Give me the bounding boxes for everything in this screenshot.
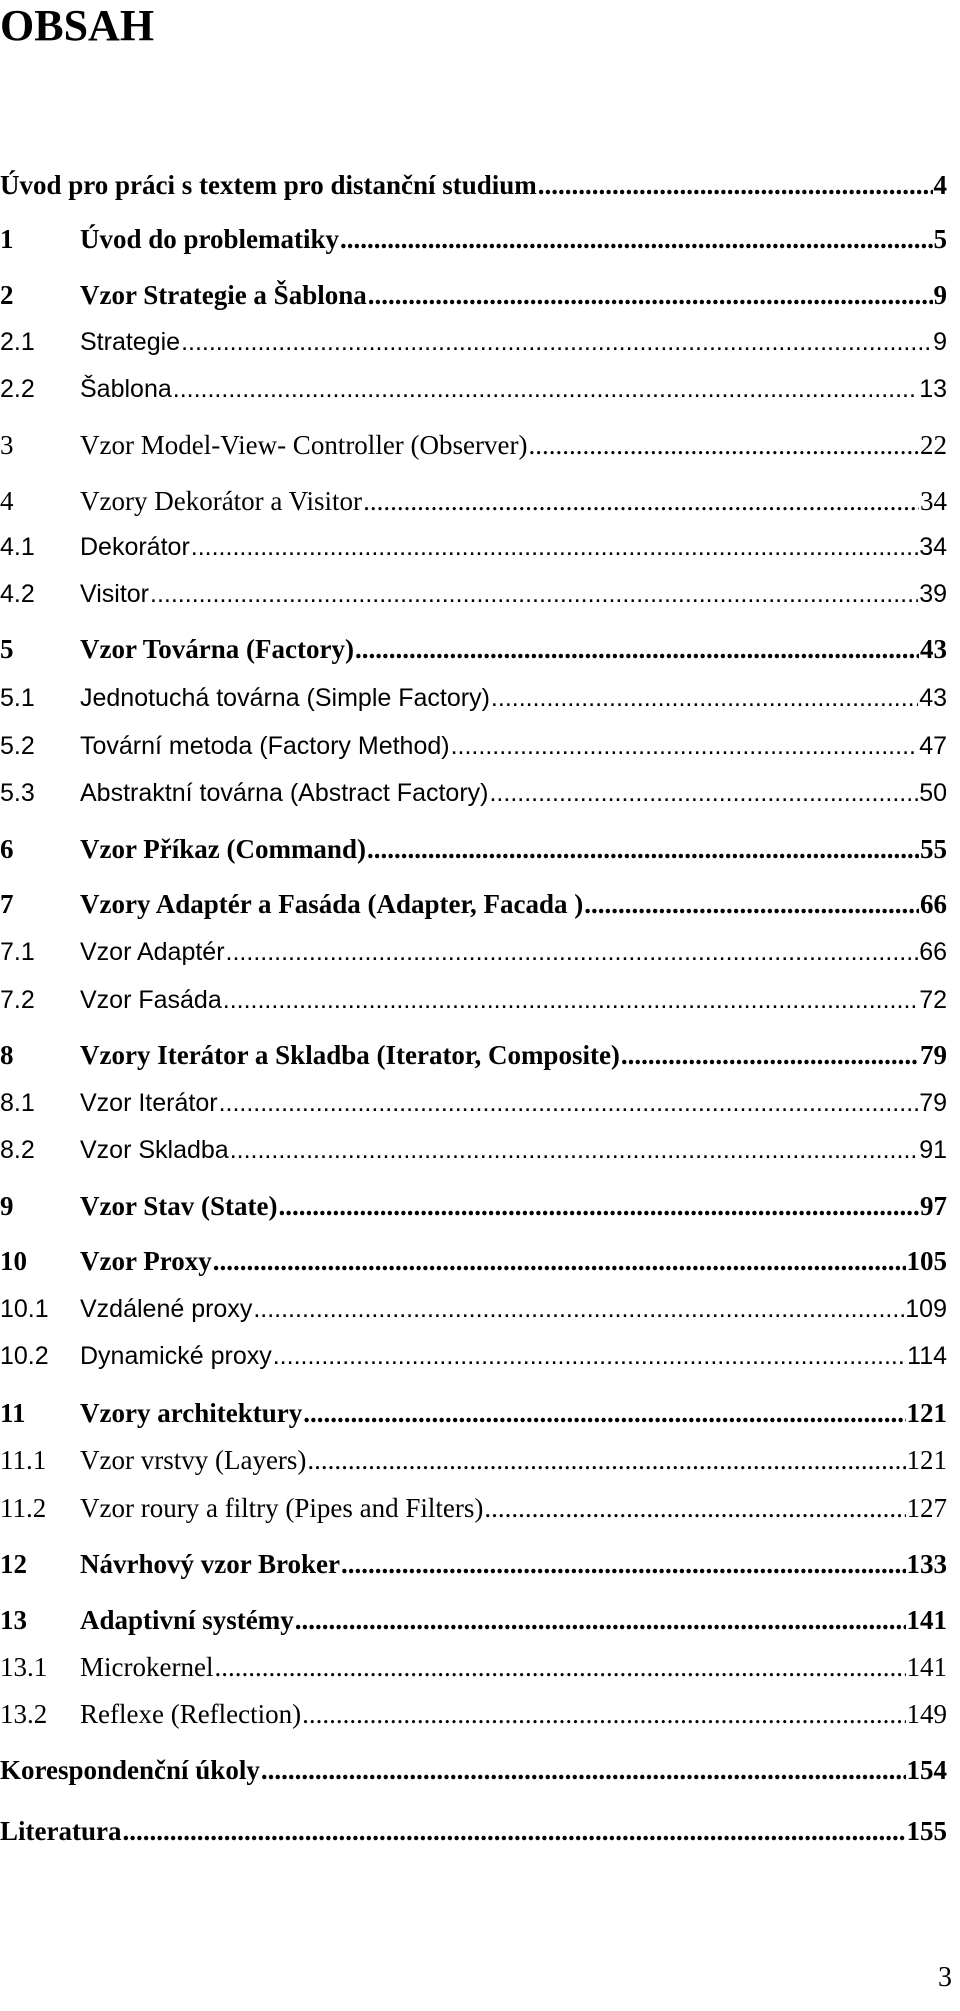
toc-entry-number: 4.2 bbox=[0, 580, 35, 608]
toc-entry[interactable] bbox=[0, 1244, 947, 1278]
toc-entry-number: 5 bbox=[0, 634, 14, 664]
toc-entry-title: Vzor Model-View- Controller (Observer) bbox=[80, 430, 528, 460]
toc-entry-page: 13 bbox=[919, 375, 947, 403]
toc-entry-title: Adaptivní systémy bbox=[80, 1605, 294, 1635]
toc-entry-number: 7 bbox=[0, 889, 14, 919]
toc-entry-title: Literatura bbox=[0, 1816, 122, 1846]
toc-entry[interactable] bbox=[0, 729, 947, 763]
toc-entry[interactable] bbox=[0, 278, 947, 312]
toc-entry-page: 109 bbox=[905, 1295, 947, 1323]
toc-entry-title: Tovární metoda (Factory Method) bbox=[80, 732, 450, 760]
toc-entry[interactable] bbox=[0, 1697, 947, 1731]
toc-entry-page: 55 bbox=[920, 834, 947, 864]
toc-entry-number: 12 bbox=[0, 1549, 27, 1579]
toc-entry-page: 72 bbox=[919, 986, 947, 1014]
toc-entry-page: 43 bbox=[919, 684, 947, 712]
toc-entry[interactable] bbox=[0, 1753, 947, 1787]
toc-dot-leader bbox=[173, 372, 918, 406]
toc-dot-leader bbox=[261, 1753, 906, 1787]
toc-dot-leader bbox=[303, 1396, 905, 1430]
toc-entry[interactable] bbox=[0, 983, 947, 1017]
toc-dot-leader bbox=[230, 1133, 918, 1167]
toc-entry-page: 4 bbox=[933, 170, 947, 200]
toc-dot-leader bbox=[214, 1650, 905, 1684]
toc-entry-title: Návrhový vzor Broker bbox=[80, 1549, 340, 1579]
toc-entry-number: 6 bbox=[0, 834, 14, 864]
toc-entry-page: 121 bbox=[906, 1445, 947, 1475]
toc-entry-title: Korespondenční úkoly bbox=[0, 1755, 260, 1785]
toc-entry-title: Abstraktní továrna (Abstract Factory) bbox=[80, 779, 489, 807]
toc-dot-leader bbox=[368, 278, 933, 312]
toc-entry-number: 1 bbox=[0, 224, 14, 254]
toc-entry[interactable] bbox=[0, 935, 947, 969]
toc-entry[interactable] bbox=[0, 1086, 947, 1120]
toc-entry-title: Visitor bbox=[80, 580, 150, 608]
toc-entry[interactable] bbox=[0, 1814, 947, 1848]
toc-entry-title: Vzory Adaptér a Fasáda (Adapter, Facada ) bbox=[80, 889, 584, 919]
toc-entry-page: 34 bbox=[920, 486, 947, 516]
toc-entry-number: 2 bbox=[0, 280, 14, 310]
page-number: 3 bbox=[938, 1962, 952, 1993]
toc-entry[interactable] bbox=[0, 776, 947, 810]
toc-dot-leader bbox=[340, 222, 932, 256]
toc-entry-title: Vzor Skladba bbox=[80, 1136, 229, 1164]
toc-entry-number: 10 bbox=[0, 1246, 27, 1276]
toc-dot-leader bbox=[451, 729, 919, 763]
toc-entry-page: 91 bbox=[919, 1136, 947, 1164]
toc-entry-page: 5 bbox=[933, 224, 947, 254]
toc-entry-title: Jednotuchá továrna (Simple Factory) bbox=[80, 684, 490, 712]
toc-entry[interactable] bbox=[0, 577, 947, 611]
toc-entry[interactable] bbox=[0, 325, 947, 359]
toc-entry[interactable] bbox=[0, 372, 947, 406]
toc-entry-page: 9 bbox=[933, 280, 947, 310]
toc-entry[interactable] bbox=[0, 632, 947, 666]
toc-entry-title: Úvod do problematiky bbox=[80, 224, 340, 254]
toc-entry-page: 114 bbox=[907, 1342, 947, 1370]
toc-dot-leader bbox=[191, 530, 918, 564]
toc-entry-title: Vzor vrstvy (Layers) bbox=[80, 1445, 307, 1475]
toc-entry-number: 5.3 bbox=[0, 779, 35, 807]
toc-dot-leader bbox=[122, 1814, 905, 1848]
toc-entry-page: 97 bbox=[920, 1191, 947, 1221]
toc-entry-number: 13.1 bbox=[0, 1652, 48, 1682]
toc-entry-page: 66 bbox=[920, 889, 947, 919]
toc-entry-number: 13 bbox=[0, 1605, 27, 1635]
toc-dot-leader bbox=[621, 1038, 919, 1072]
toc-entry[interactable] bbox=[0, 1443, 947, 1477]
toc-dot-leader bbox=[219, 1086, 919, 1120]
toc-entry-number: 7.1 bbox=[0, 938, 35, 966]
toc-entry-number: 8 bbox=[0, 1040, 14, 1070]
toc-dot-leader bbox=[213, 1244, 906, 1278]
toc-entry[interactable] bbox=[0, 1189, 947, 1223]
toc-entry-number: 11 bbox=[0, 1398, 26, 1428]
toc-dot-leader bbox=[355, 632, 919, 666]
toc-entry[interactable] bbox=[0, 1491, 947, 1525]
toc-entry-page: 127 bbox=[906, 1493, 947, 1523]
toc-dot-leader bbox=[538, 168, 933, 202]
toc-entry[interactable] bbox=[0, 428, 947, 462]
toc-entry[interactable] bbox=[0, 681, 947, 715]
toc-entry-page: 141 bbox=[906, 1605, 947, 1635]
toc-entry[interactable] bbox=[0, 887, 947, 921]
toc-dot-leader bbox=[363, 484, 919, 518]
toc-entry-title: Vzor Továrna (Factory) bbox=[80, 634, 354, 664]
page-title: OBSAH bbox=[0, 1, 155, 50]
toc-entry-title: Šablona bbox=[80, 375, 172, 403]
toc-entry-number: 11.2 bbox=[0, 1493, 47, 1523]
toc-entry[interactable] bbox=[0, 1292, 947, 1326]
toc-entry-title: Vzor Proxy bbox=[80, 1246, 212, 1276]
toc-entry-page: 133 bbox=[906, 1549, 947, 1579]
toc-entry[interactable] bbox=[0, 222, 947, 256]
toc-dot-leader bbox=[341, 1547, 906, 1581]
toc-entry-page: 154 bbox=[906, 1755, 947, 1785]
toc-entry-number: 5.2 bbox=[0, 732, 35, 760]
toc-entry-title: Vzor roury a filtry (Pipes and Filters) bbox=[80, 1493, 484, 1523]
toc-entry-title: Vzor Fasáda bbox=[80, 986, 222, 1014]
toc-entry-title: Dynamické proxy bbox=[80, 1342, 272, 1370]
toc-dot-leader bbox=[181, 325, 932, 359]
toc-entry-page: 22 bbox=[920, 430, 947, 460]
toc-entry-page: 79 bbox=[919, 1089, 947, 1117]
toc-entry-page: 79 bbox=[920, 1040, 947, 1070]
toc-entry-page: 50 bbox=[919, 779, 947, 807]
toc-dot-leader bbox=[278, 1189, 919, 1223]
toc-dot-leader bbox=[528, 428, 919, 462]
toc-entry[interactable] bbox=[0, 1396, 947, 1430]
toc-entry-page: 121 bbox=[906, 1398, 947, 1428]
toc-entry-number: 3 bbox=[0, 430, 14, 460]
toc-entry[interactable] bbox=[0, 168, 947, 202]
toc-entry-title: Vzor Adaptér bbox=[80, 938, 225, 966]
toc-dot-leader bbox=[273, 1339, 906, 1373]
toc-entry-number: 8.2 bbox=[0, 1136, 35, 1164]
toc-entry-number: 7.2 bbox=[0, 986, 35, 1014]
toc-entry-number: 10.1 bbox=[0, 1295, 49, 1323]
toc-entry[interactable] bbox=[0, 1133, 947, 1167]
toc-entry-number: 9 bbox=[0, 1191, 14, 1221]
toc-entry-page: 43 bbox=[920, 634, 947, 664]
toc-dot-leader bbox=[491, 681, 918, 715]
toc-dot-leader bbox=[302, 1697, 905, 1731]
toc-entry-title: Vzdálené proxy bbox=[80, 1295, 253, 1323]
toc-entry[interactable] bbox=[0, 484, 947, 518]
toc-dot-leader bbox=[295, 1603, 906, 1637]
toc-entry-page: 39 bbox=[919, 580, 947, 608]
toc-entry-page: 155 bbox=[906, 1816, 947, 1846]
toc-entry-title: Strategie bbox=[80, 328, 181, 356]
toc-entry-page: 141 bbox=[906, 1652, 947, 1682]
toc-entry-number: 8.1 bbox=[0, 1089, 35, 1117]
toc-entry-title: Vzor Strategie a Šablona bbox=[80, 280, 367, 310]
toc-entry-page: 149 bbox=[906, 1699, 947, 1729]
toc-entry-title: Microkernel bbox=[80, 1652, 214, 1682]
toc-dot-leader bbox=[367, 832, 919, 866]
toc-entry-page: 66 bbox=[919, 938, 947, 966]
toc-entry-title: Úvod pro práci s textem pro distanční studium bbox=[0, 170, 537, 200]
toc-entry[interactable] bbox=[0, 832, 947, 866]
toc-entry-number: 10.2 bbox=[0, 1342, 49, 1370]
toc-entry-title: Vzory Iterátor a Skladba (Iterator, Composite) bbox=[80, 1040, 620, 1070]
toc-entry-title: Dekorátor bbox=[80, 533, 190, 561]
toc-dot-leader bbox=[489, 776, 918, 810]
toc-entry-page: 105 bbox=[906, 1246, 947, 1276]
toc-dot-leader bbox=[226, 935, 919, 969]
toc-entry[interactable] bbox=[0, 1547, 947, 1581]
toc-dot-leader bbox=[307, 1443, 905, 1477]
toc-entry-number: 4 bbox=[0, 486, 14, 516]
toc-entry[interactable] bbox=[0, 1038, 947, 1072]
toc-entry-title: Vzor Příkaz (Command) bbox=[80, 834, 366, 864]
toc-entry-title: Reflexe (Reflection) bbox=[80, 1699, 302, 1729]
toc-entry[interactable] bbox=[0, 530, 947, 564]
toc-dot-leader bbox=[223, 983, 918, 1017]
toc-dot-leader bbox=[253, 1292, 904, 1326]
toc-entry-page: 34 bbox=[919, 533, 947, 561]
toc-dot-leader bbox=[484, 1491, 905, 1525]
toc-dot-leader bbox=[584, 887, 919, 921]
toc-entry-page: 9 bbox=[933, 328, 947, 356]
toc-entry[interactable] bbox=[0, 1650, 947, 1684]
toc-entry-page: 47 bbox=[919, 732, 947, 760]
toc-dot-leader bbox=[150, 577, 918, 611]
toc-entry-title: Vzory architektury bbox=[80, 1398, 303, 1428]
toc-entry-title: Vzor Stav (State) bbox=[80, 1191, 278, 1221]
toc-entry-number: 2.2 bbox=[0, 375, 35, 403]
toc-entry-number: 2.1 bbox=[0, 328, 35, 356]
toc-entry-number: 13.2 bbox=[0, 1699, 48, 1729]
toc-entry-number: 5.1 bbox=[0, 684, 35, 712]
toc-entry[interactable] bbox=[0, 1339, 947, 1373]
toc-entry[interactable] bbox=[0, 1603, 947, 1637]
toc-entry-title: Vzor Iterátor bbox=[80, 1089, 218, 1117]
toc-entry-title: Vzory Dekorátor a Visitor bbox=[80, 486, 363, 516]
toc-entry-number: 4.1 bbox=[0, 533, 35, 561]
toc-entry-number: 11.1 bbox=[0, 1445, 47, 1475]
